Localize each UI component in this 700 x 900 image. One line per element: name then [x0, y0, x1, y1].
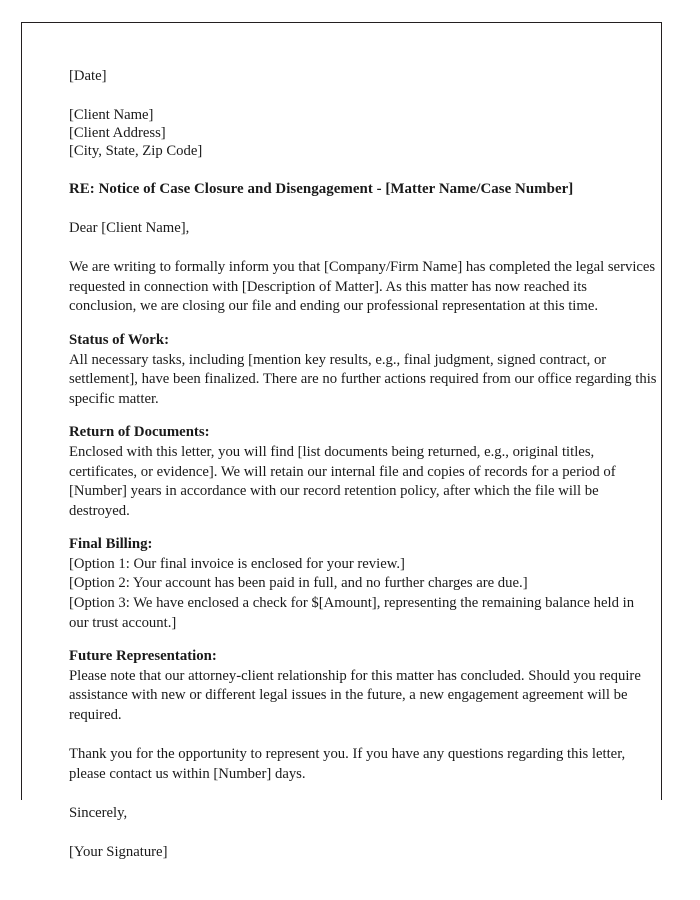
- letter-page-frame: [21, 22, 662, 861]
- opening-paragraph: We are writing to formally inform you that [Company/Firm Name] has completed the legal services requested in connection with [Description of Matter]. As this matter has now reached its conclusion, we are closing our file and ending our professional representation at this time.: [69, 259, 656, 315]
- spacer: [69, 726, 657, 746]
- section-heading-return-of-documents: Return of Documents:: [69, 424, 210, 441]
- date-placeholder: [Date]: [69, 68, 107, 84]
- recipient-city-state-zip: [City, State, Zip Code]: [69, 143, 203, 160]
- recipient-name: [Client Name]: [69, 107, 154, 124]
- spacer: [69, 160, 657, 180]
- letter-content: [69, 67, 657, 863]
- spacer: [69, 633, 657, 647]
- spacer: [69, 317, 657, 331]
- section-heading-status-of-work: Status of Work:: [69, 331, 170, 348]
- section-heading-final-billing: Final Billing:: [69, 536, 153, 553]
- closing-paragraph: Thank you for the opportunity to represent you. If you have any questions regarding this letter, please contact us within [Number] days.: [69, 746, 626, 782]
- spacer: [69, 784, 657, 804]
- salutation: Dear [Client Name],: [69, 219, 190, 236]
- spacer: [69, 521, 657, 535]
- sign-off: Sincerely,: [69, 805, 128, 821]
- section-body-return-of-documents: Enclosed with this letter, you will find [list documents being returned, e.g., original titles, certificates, or evidence]. We will retain our internal file and copies of records for a period of [Number] years in accordance with our record retention policy, after which the file will be destroyed.: [69, 443, 616, 519]
- spacer: [69, 824, 657, 844]
- final-billing-option-2: [Option 2: Your account has been paid in full, and no further charges are due.]: [69, 575, 528, 592]
- spacer: [69, 239, 657, 259]
- signature-placeholder: [Your Signature]: [69, 844, 168, 861]
- final-billing-option-3: [Option 3: We have enclosed a check for $[Amount], representing the remaining balance held in our trust account.]: [69, 595, 635, 631]
- final-billing-options: [69, 555, 657, 633]
- recipient-address: [Client Address]: [69, 125, 166, 142]
- final-billing-option-1: [Option 1: Our final invoice is enclosed for your review.]: [69, 555, 405, 572]
- spacer: [69, 409, 657, 423]
- subject-line: RE: Notice of Case Closure and Disengagement - [Matter Name/Case Number]: [69, 180, 574, 197]
- recipient-address-block: [69, 106, 657, 160]
- section-body-future-representation: Please note that our attorney-client relationship for this matter has concluded. Should you require assistance with new or different legal issues in the future, a new engagement agreement will be required.: [69, 667, 641, 724]
- section-heading-future-representation: Future Representation:: [69, 648, 217, 665]
- spacer: [69, 199, 657, 219]
- spacer: [69, 87, 657, 107]
- section-body-status-of-work: All necessary tasks, including [mention key results, e.g., final judgment, signed contract, or settlement], have been finalized. There are no further actions required from our office regarding this specific matter.: [69, 351, 657, 407]
